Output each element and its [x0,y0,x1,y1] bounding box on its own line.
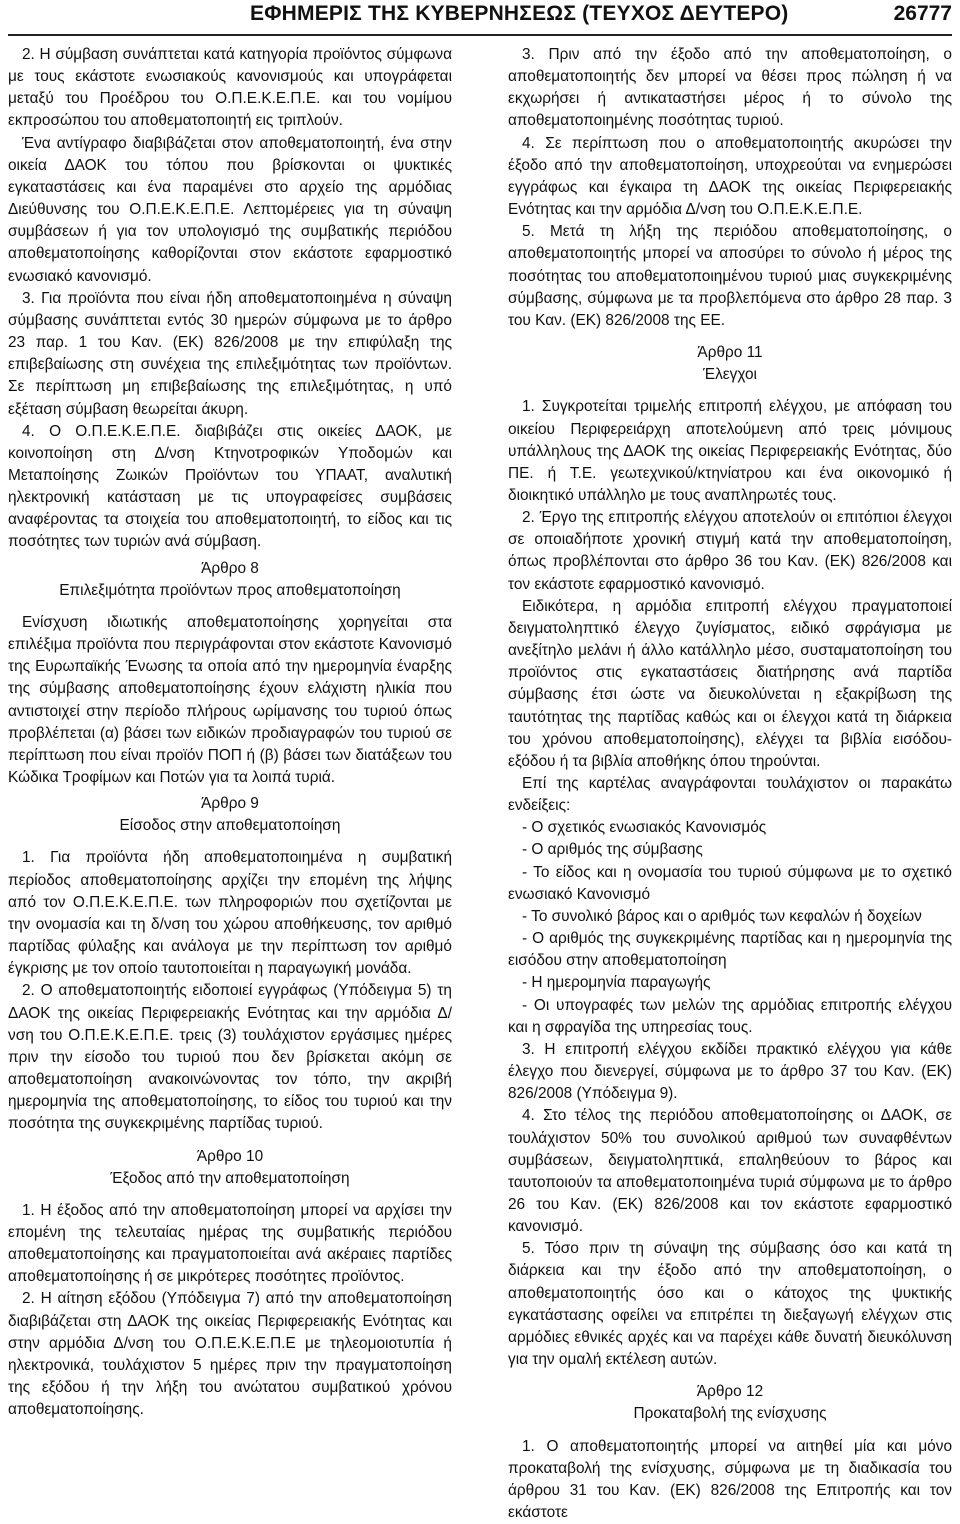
article-number: Άρθρο 11 [697,344,763,362]
paragraph: 2. Ο αποθεματοποιητής ειδοποιεί εγγράφως (Υπόδειγμα 5) τη ΔΑΟΚ της οικείας Περιφερειακής Ενότητας και την αρμόδια Δ/νση του Ο.Π.Ε.Κ.Ε.Π.Ε. τρεις (3) τουλάχιστον εργάσιμες ημέρες πριν την είσοδο του τυριού που δεν βρίσκεται ακόμη σε αποθεματοποίηση ανακοινώνοντας τον τόπο, την ακριβή ημερομηνία της αποθεματοποίησης, το είδος του τυριού και την ποσότητα της συγκεκριμένης παρτίδας τυριού. [8,982,452,1133]
paragraph: 2. Έργο της επιτροπής ελέγχου αποτελούν οι επιτόπιοι έλεγχοι σε οποιαδήποτε χρονική στιγμή κατά την αποθεματοποίηση, όπως προβλέπονται στο άρθρο 36 του Καν. (ΕΚ) 826/2008 και τον εκάστοτε εφαρμοστικό κανονισμό. [508,509,952,593]
article-number: Άρθρο 12 [696,1383,764,1401]
paragraph: 1. Η έξοδος από την αποθεματοποίηση μπορεί να αρχίσει την επομένη της τελευταίας ημέρας της συμβατικής περιόδου αποθεματοποίησης και πραγματοποιείται ανά ακέραιες παρτίδες αποθεματοποίησης ή σε μικρότερες ποσότητες προϊόντος. [8,1201,452,1286]
article-title: Έλεγχοι [703,366,757,384]
list-item: - Η ημερομηνία παραγωγής [522,974,711,992]
paragraph: 2. Η αίτηση εξόδου (Υπόδειγμα 7) από την αποθεματοποίηση διαβιβάζεται στη ΔΑΟΚ της οικείας Περιφερειακής Ενότητας και στην αρμόδια Δ/νση του Ο.Π.Ε.Κ.Ε.Π.Ε με τηλεομοιοτυπία ή ηλεκτρονικά, τουλάχιστον 5 ημέρες πριν την πραγματοποίηση της εξόδου ή την λήξη του ανώτατου συμβατικού χρόνου αποθεματοποίησης. [8,1290,452,1419]
paragraph: 4. Ο Ο.Π.Ε.Κ.Ε.Π.Ε. διαβιβάζει στις οικείες ΔΑΟΚ, με κοινοποίηση στη Δ/νση Κτηνοτροφικών Υποδομών και Μεταποίησης Ζωικών Προϊόντων του ΥΠΑΑΤ, αναλυτική ηλεκτρονική κατάσταση με τις υπογραφείσες συμβάσεις αναφέροντας τα στοιχεία του αποθεματοποιητή, το είδος και τις ποσότητες των τυριών ανά σύμβαση. [8,422,452,551]
list-item: - Το είδος και η ονομασία του τυριού σύμφωνα με το σχετικό ενωσιακό Κανονισμό [508,863,952,903]
article-title: Επιλεξιμότητα προϊόντων προς αποθεματοποίηση [59,581,401,599]
page-number: 26777 [893,2,952,25]
paragraph: Επί της καρτέλας αναγράφονται τουλάχιστον οι παρακάτω ενδείξεις: [508,775,952,815]
list-item: - Ο σχετικός ενωσιακός Κανονισμός [522,819,767,837]
list-item: - Οι υπογραφές των μελών της αρμόδιας επιτροπής ελέγχου και η σφραγίδα της υπηρεσίας τους. [508,996,952,1036]
article-title: Προκαταβολή της ενίσχυσης [633,1405,827,1423]
paragraph: 1. Ο αποθεματοποιητής μπορεί να αιτηθεί μία και μόνο προκαταβολή της ενίσχυσης, σύμφωνα με τη διαδικασία του άρθρου 31 του Καν. (ΕΚ) 826/2008 της Επιτροπής και τον εκάστοτε [508,1437,952,1521]
paragraph: 4. Σε περίπτωση που ο αποθεματοποιητής ακυρώσει την έξοδο από την αποθεματοποίηση, υποχρεούται να ενημερώσει εγγράφως και έγκαιρα τη ΔΑΟΚ της οικείας Περιφερειακής Ενότητας και την αρμόδια Δ/νση του Ο.Π.Ε.Κ.Ε.Π.Ε. [508,134,952,219]
page-header [0,0,960,36]
article-number: Άρθρο 9 [201,795,259,813]
right-column [508,44,952,1524]
left-column [8,44,452,1421]
paragraph: 4. Στο τέλος της περιόδου αποθεματοποίησης οι ΔΑΟΚ, σε τουλάχιστον 50% του συνολικού αριθμού των συναφθέντων συμβάσεων, δειγματοληπτικά, επαληθεύουν το βάρος και ταυτοποιούν τα αποθεματοποιημένα τυριά σύμφωνα με το άρθρο 26 του Καν. (ΕΚ) 826/2008 και τον εκάστοτε εφαρμοστικό κανονισμό. [508,1107,952,1236]
header-rule [8,34,952,36]
list-item: - Το συνολικό βάρος και ο αριθμός των κεφαλών ή δοχείων [522,907,922,925]
list-item: - Ο αριθμός της συγκεκριμένης παρτίδας και η ημερομηνία της εισόδου στην αποθεματοποίηση [508,930,952,970]
article-title: Έξοδος από την αποθεματοποίηση [110,1169,350,1187]
paragraph: Ένα αντίγραφο διαβιβάζεται στον αποθεματοποιητή, ένα στην οικεία ΔΑΟΚ του τόπου που βρίσκονται οι ψυκτικές εγκαταστάσεις και ένα παραμένει στο αρχείο της αρμόδιας Διεύθυνσης του Ο.Π.Ε.Κ.Ε.Π.Ε. Λεπτομέρειες για τη σύναψη συμβάσεων ή για τον υπολογισμό της συμβατικής περιόδου αποθεματοποίησης καθορίζονται στον εκάστοτε εφαρμοστικό ενωσιακό κανονισμό. [8,134,452,285]
article-number: Άρθρο 10 [196,1147,264,1165]
paragraph: 3. Πριν από την έξοδο από την αποθεματοποίηση, ο αποθεματοποιητής δεν μπορεί να θέσει προς πώληση ή να εκχωρήσει ή αντικαταστήσει μέρος ή το σύνολο της αποθεματοποιημένης ποσότητας τυριού. [508,46,952,130]
gazette-title: ΕΦΗΜΕΡΙΣ ΤΗΣ ΚΥΒΕΡΝΗΣΕΩΣ (ΤΕΥΧΟΣ ΔΕΥΤΕΡΟ) [250,2,789,25]
paragraph: 2. Η σύμβαση συνάπτεται κατά κατηγορία προϊόντος σύμφωνα με τους εκάστοτε ενωσιακούς κανονισμούς και υπογράφεται μεταξύ του Προέδρου του Ο.Π.Ε.Κ.Ε.Π.Ε. και του νομίμου εκπροσώπου του αποθεματοποιητή εις τριπλούν. [8,46,452,130]
paragraph: 5. Μετά τη λήξη της περιόδου αποθεματοποίησης, ο αποθεματοποιητής μπορεί να αποσύρει το σύνολο ή μέρος της ποσότητας του αποθεματοποιημένου τυριού μιας συγκεκριμένης σύμβασης, σύμφωνα με τα προβλεπόμενα στο άρθρο 28 παρ. 3 του Καν. (ΕΚ) 826/2008 της ΕΕ. [508,223,952,329]
paragraph: 3. Για προϊόντα που είναι ήδη αποθεματοποιημένα η σύναψη σύμβασης συνάπτεται εντός 30 ημερών σύμφωνα με το άρθρο 23 παρ. 1 του Καν. (ΕΚ) 826/2008 με την επιφύλαξη της επιβεβαίωσης στη συνέχεια της επιλεξιμότητας των προϊόντων. Σε περίπτωση μη επιβεβαίωσης της επιλεξιμότητας, η υπό εξέταση σύμβαση θεωρείται άκυρη. [8,289,452,418]
paragraph: 3. Η επιτροπή ελέγχου εκδίδει πρακτικό ελέγχου για κάθε έλεγχο που διενεργεί, σύμφωνα με το άρθρο 37 του Καν. (ΕΚ) 826/2008 (Υπόδειγμα 9). [508,1040,952,1103]
list-item: - Ο αριθμός της σύμβασης [522,841,703,859]
paragraph: 1. Για προϊόντα ήδη αποθεματοποιημένα η συμβατική περίοδος αποθεματοποίησης αρχίζει την επομένη της λήψης από τον Ο.Π.Ε.Κ.Ε.Π.Ε. των πληροφοριών που σχετίζονται με την ονομασία και τη δ/νση του χώρου αποθήκευσης, τον αριθμό παρτίδας φύλαξης και ανάλογα με την περίπτωση τον αριθμό έγκρισης με τον οποίο ταυτοποιείται η παραγωγική μονάδα. [8,849,452,978]
paragraph: 5. Τόσο πριν τη σύναψη της σύμβασης όσο και κατά τη διάρκεια και την έξοδο από την αποθεματοποίηση, ο αποθεματοποιητής όσο και ο κάτοχος της ψυκτικής εγκατάστασης οφείλει να επιτρέπει τη διεξαγωγή ελέγχων στις αρμόδιες εθνικές αρχές και να παρέχει κάθε δυνατή διευκόλυνση για την ομαλή εκτέλεση αυτών. [508,1240,952,1369]
article-title: Είσοδος στην αποθεματοποίηση [119,817,341,835]
paragraph: Ενίσχυση ιδιωτικής αποθεματοποίησης χορηγείται στα επιλέξιμα προϊόντα που περιγράφονται στον εκάστοτε Κανονισμό της Ευρωπαϊκής Ένωσης τα οποία από την ημερομηνία έναρξης της σύμβασης αποθεματοποίησης έχουν ελάχιστη ηλικία που αντιστοιχεί στην περίοδο πλήρους ωρίμανσης του τυριού όπως προβλέπεται (α) βάσει των ειδικών προδιαγραφών του τυριού σε περίπτωση που είναι προϊόν ΠΟΠ ή (β) βάσει των διατάξεων του Κώδικα Τροφίμων και Ποτών για τα λοιπά τυριά. [8,613,452,786]
paragraph: Ειδικότερα, η αρμόδια επιτροπή ελέγχου πραγματοποιεί δειγματοληπτικό έλεγχο ζυγίσματος, ειδικό σφράγισμα με ανεξίτηλο μελάνι ή άλλο κατάλληλο μέσο, συσταματοποίηση του προϊόντος στις εγκαταστάσεις διατήρησης ανά παρτίδα σύμβασης έτσι ώστε να διευκολύνεται η εξακρίβωση της ταυτότητας της παρτίδας καθώς και οι έλεγχοι κατά τη διάρκεια του χρόνου αποθεματοποίησης), ελέγχει τα βιβλία εισόδου-εξόδου ή τα βιβλία αποθήκης όπου τηρούνται. [508,597,952,770]
article-number: Άρθρο 8 [201,559,259,577]
paragraph: 1. Συγκροτείται τριμελής επιτροπή ελέγχου, με απόφαση του οικείου Περιφερειάρχη αποτελούμενη από τρεις μόνιμους υπάλληλους της ΔΑΟΚ της οικείας Περιφερειακής Ενότητας, δύο ΠΕ. ή Τ.Ε. γεωτεχνικού/κτηνίατρου και ένα οικονομικό ή διοικητικό υπάλληλο με τους αναπληρωτές τους. [508,398,952,504]
